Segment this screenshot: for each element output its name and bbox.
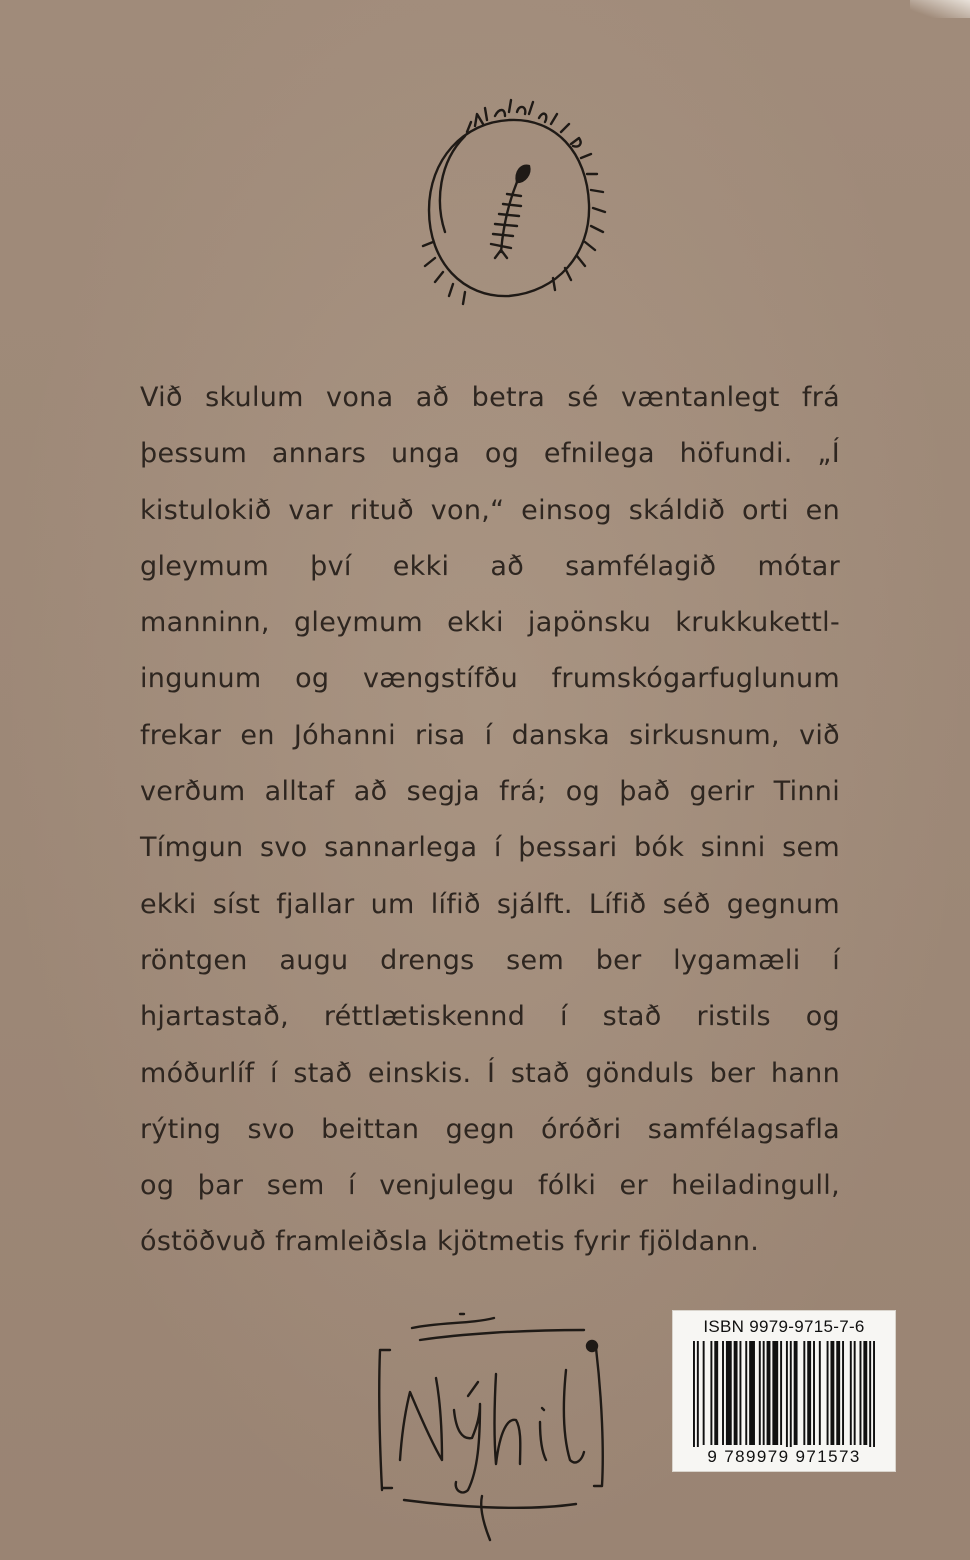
blurb-line: ekki síst fjallar um lífið sjálft. Lífið séð gegnum (140, 888, 840, 920)
barcode-bar (714, 1341, 718, 1445)
blurb-line: Tímgun svo sannarlega í þessari bók sinni sem (140, 832, 840, 864)
fishbone-icon (405, 92, 615, 332)
barcode-bar (693, 1341, 695, 1453)
barcode-bar (749, 1341, 755, 1445)
barcode-bar (873, 1341, 875, 1453)
blurb-line: og þar sem í venjulegu fólki er heiladingull, (140, 1170, 840, 1202)
ean-number: 9 789979 971573 (679, 1447, 889, 1467)
blurb-line: hjartastað, réttlætiskennd í stað ristils og (140, 1001, 840, 1033)
barcode-bar (772, 1341, 778, 1445)
barcode-bar (807, 1341, 811, 1445)
barcode-bar (863, 1341, 867, 1445)
barcode-bar (745, 1341, 747, 1445)
barcode-bar (786, 1341, 788, 1453)
blurb-line: ingunum og vængstífðu frumskógarfuglunum (140, 663, 840, 695)
barcode-bar (803, 1341, 805, 1445)
barcode-bar (854, 1341, 856, 1445)
publisher-signature-logo (370, 1300, 620, 1550)
barcode-bar (763, 1341, 765, 1445)
blurb-line: óstöðvuð framleiðsla kjötmetis fyrir fjöldann. (140, 1226, 760, 1258)
barcode-bar (703, 1341, 705, 1445)
barcode-bar (850, 1341, 852, 1445)
blurb-line: frekar en Jóhanni risa í danska sirkusnum, við (140, 719, 840, 751)
barcode-bar (794, 1341, 798, 1445)
barcode-bar (767, 1341, 771, 1445)
barcode-bar (710, 1341, 712, 1445)
barcode-bar (869, 1341, 871, 1453)
blurb-line: Við skulum vona að betra sé væntanlegt frá (140, 382, 840, 413)
blurb-line: rýting svo beittan gegn óróðri samfélagsafla (140, 1113, 840, 1145)
barcode-bar (842, 1341, 844, 1445)
barcode-bar (780, 1341, 782, 1445)
barcode-bar (836, 1341, 840, 1445)
blurb-text (140, 370, 840, 1270)
blurb-line: þessum annars unga og efnilega höfundi. „Í (140, 438, 840, 470)
barcode-bar (790, 1341, 792, 1453)
isbn-number: ISBN 9979-9715-7-6 (703, 1317, 865, 1336)
barcode-bars (693, 1341, 875, 1453)
signature-drawing (370, 1300, 620, 1550)
blurb-line: verðum alltaf að segja frá; og það gerir Tinni (140, 776, 840, 808)
isbn-barcode (672, 1310, 896, 1472)
barcode-bar (734, 1341, 738, 1445)
barcode-bar (819, 1341, 821, 1445)
barcode-bar (830, 1341, 834, 1445)
barcode-bar (827, 1341, 829, 1445)
blurb-line: kistulokið var rituð von,“ einsog skáldið orti en (140, 494, 840, 526)
barcode-bar (860, 1341, 862, 1445)
publisher-logo (405, 92, 615, 332)
blurb-line: gleymum því ekki að samfélagið mótar (140, 550, 840, 582)
barcode-bar (739, 1341, 741, 1445)
barcode-bar (813, 1341, 815, 1445)
barcode-bar (697, 1341, 699, 1453)
blurb-line: manninn, gleymum ekki japönsku krukkukettl- (140, 607, 840, 639)
barcode-bar (722, 1341, 724, 1445)
blurb-line: móðurlíf í stað einskis. Í stað gönduls ber hann (140, 1057, 840, 1089)
barcode-bar (726, 1341, 732, 1445)
blurb-line: röntgen augu drengs sem ber lygamæli í (140, 944, 840, 976)
worn-corner (910, 0, 970, 18)
barcode-bar (759, 1341, 761, 1445)
